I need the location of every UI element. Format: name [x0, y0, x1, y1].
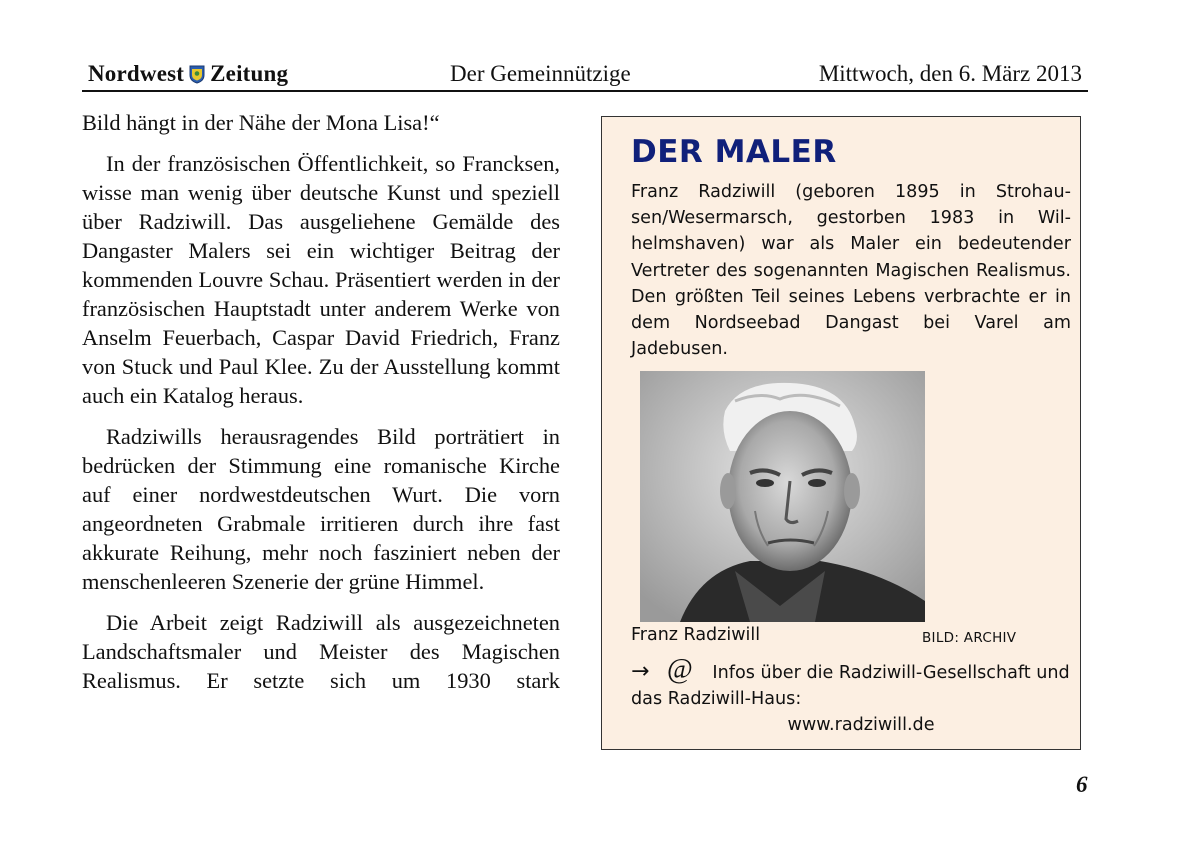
website-link[interactable]: www.radziwill.de [787, 715, 935, 735]
article-paragraph: Die Arbeit zeigt Radziwill als ausgezeichneten Landschaftsmaler und Meister des Magischen Realismus. Er setzte sich um 1930 stark [82, 610, 560, 693]
arrow-right-icon: → [631, 659, 650, 684]
newspaper-brand [88, 61, 288, 87]
header-divider [82, 90, 1088, 92]
info-box [601, 116, 1081, 750]
article-paragraph: Bild hängt in der Nähe der Mona Lisa!“ [82, 110, 440, 135]
more-info-block [631, 654, 1071, 738]
info-box-title: DER MALER [631, 134, 837, 170]
portrait-image [640, 371, 925, 622]
at-sign-icon: @ [667, 654, 693, 685]
coat-of-arms-icon [189, 65, 205, 84]
page-header [82, 58, 1086, 88]
article-paragraph: In der französischen Öffentlichkeit, so Francksen, wisse man wenig über deutsche Kunst und speziell über Radziwill. Das ausgeliehene Gemälde des Dangaster Malers sei ein wichtiger Beitrag der kommenden Louvre Schau. Präsentiert werden in der französischen Hauptstadt unter anderem Werke von Anselm Feuerbach, Caspar David Friedrich, Franz von Stuck und Paul Klee. Zu der Ausstellung kommt auch ein Katalog heraus. [82, 151, 560, 408]
page-number: 6 [1076, 772, 1088, 797]
article-paragraph: Radziwills herausragendes Bild porträtiert in bedrücken der Stimmung eine romanische Kirche auf einer nordwestdeutschen Wurt. Die vorn angeordneten Grabmale irritieren durch ihre fast akkurate Reihung, mehr noch fasziniert neben der menschenleeren Szenerie der grüne Himmel. [82, 424, 560, 594]
section-title: Der Gemeinnützige [450, 61, 631, 86]
article-column [82, 108, 560, 707]
more-info-text: Infos über die Radziwill-Gesellschaft und das Radziwill-Haus: [631, 663, 1070, 709]
brand-name-left: Nordwest [88, 61, 185, 86]
portrait-photo [640, 371, 925, 622]
photo-caption: Franz Radziwill [631, 625, 761, 645]
issue-date: Mittwoch, den 6. März 2013 [818, 61, 1082, 86]
photo-credit: BILD: ARCHIV [922, 630, 1017, 646]
info-box-text: Franz Radziwill (geboren 1895 in Strohausen/Wesermarsch, gestorben 1983 in Wilhelmshaven) war als Maler ein bedeutender Vertreter des sogenannten Magischen Realismus. Den größten Teil seines Lebens verbrachte er in dem Nordseebad Dangast bei Varel am Jadebusen. [631, 182, 1071, 360]
brand-name-right: Zeitung [210, 61, 289, 86]
